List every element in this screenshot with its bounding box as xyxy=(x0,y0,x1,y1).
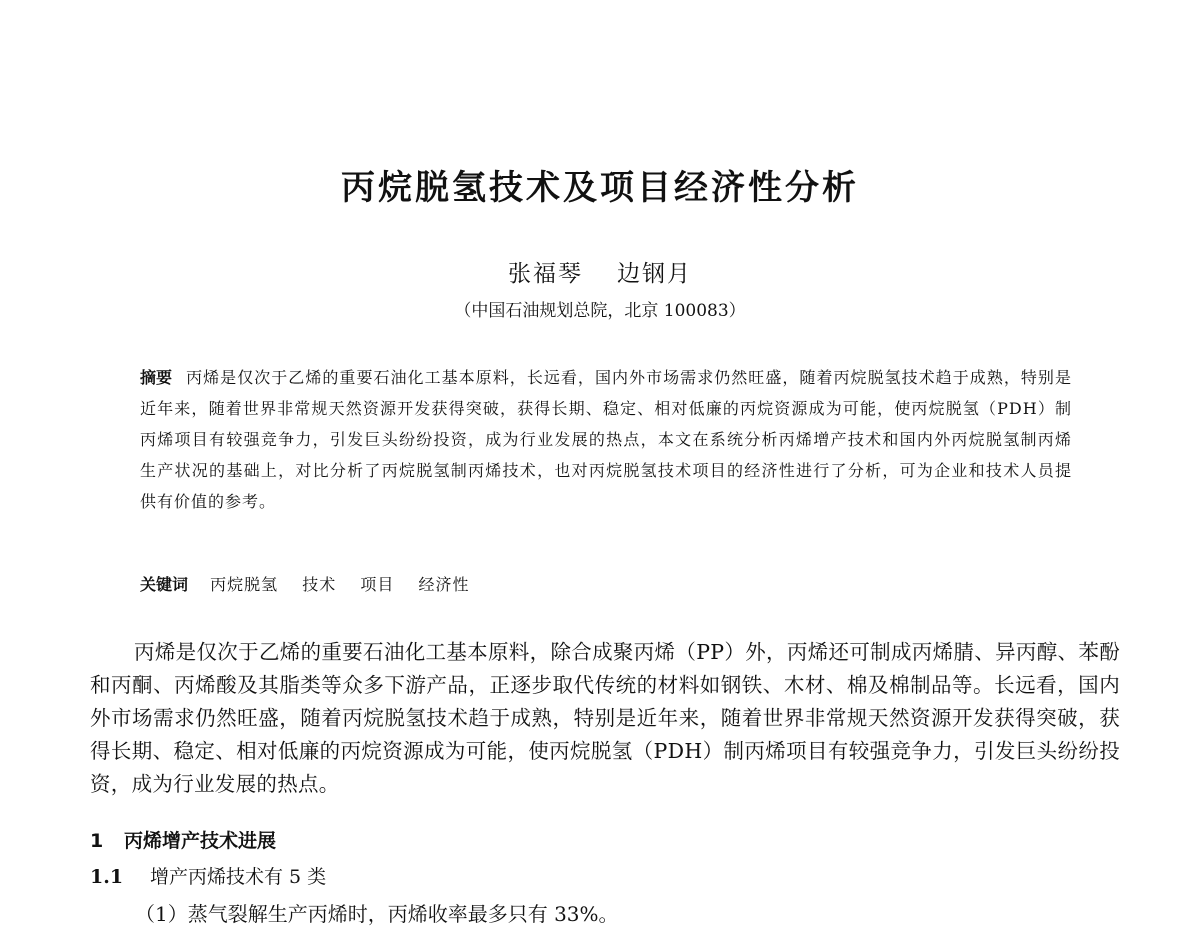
abstract-label: 摘要 xyxy=(140,368,173,387)
paper-title: 丙烷脱氢技术及项目经济性分析 xyxy=(341,168,859,208)
subsection-number: 1.1 xyxy=(90,866,124,888)
subsection-title: 增产丙烯技术有 5 类 xyxy=(150,866,327,888)
keyword: 经济性 xyxy=(418,575,470,594)
keyword: 技术 xyxy=(302,575,337,594)
list-item: （1）蒸气裂解生产丙烯时，丙烯收率最多只有 33%。 xyxy=(135,902,619,926)
author-name: 张福琴 xyxy=(508,261,583,287)
keyword: 丙烷脱氢 xyxy=(210,575,279,594)
keyword: 项目 xyxy=(360,575,395,594)
section-number: 1 xyxy=(90,830,104,852)
section-heading xyxy=(90,826,276,853)
body-paragraph xyxy=(90,636,1120,801)
abstract-text: 丙烯是仅次于乙烯的重要石油化工基本原料，长远看，国内外市场需求仍然旺盛，随着丙烷脱氢技术趋于成熟，特别是近年来，随着世界非常规天然资源开发获得突破，获得长期、稳定、相对低廉的丙烷资源成为可能，使丙烷脱氢（PDH）制丙烯项目有较强竞争力，引发巨头纷纷投资，成为行业发展的热点，本文在系统分析丙烯增产技术和国内外丙烷脱氢制丙烯生产状况的基础上，对比分析了丙烷脱氢制丙烯技术，也对丙烷脱氢技术项目的经济性进行了分析，可为企业和技术人员提供有价值的参考。 xyxy=(140,368,1072,511)
affiliation: （中国石油规划总院，北京 100083） xyxy=(454,301,746,321)
abstract xyxy=(140,362,1072,517)
body-paragraph-text: 丙烯是仅次于乙烯的重要石油化工基本原料，除合成聚丙烯（PP）外，丙烯还可制成丙烯腈、异丙醇、苯酚和丙酮、丙烯酸及其脂类等众多下游产品，正逐步取代传统的材料如钢铁、木材、棉及棉制品等。长远看，国内外市场需求仍然旺盛，随着丙烷脱氢技术趋于成熟，特别是近年来，随着世界非常规天然资源开发获得突破，获得长期、稳定、相对低廉的丙烷资源成为可能，使丙烷脱氢（PDH）制丙烯项目有较强竞争力，引发巨头纷纷投资，成为行业发展的热点。 xyxy=(90,640,1120,796)
keywords xyxy=(140,572,1072,595)
keywords-label: 关键词 xyxy=(140,575,189,594)
section-title: 丙烯增产技术进展 xyxy=(124,830,277,852)
author-list xyxy=(0,255,1200,288)
subsection-heading xyxy=(90,862,326,889)
author-name: 边钢月 xyxy=(617,261,692,287)
